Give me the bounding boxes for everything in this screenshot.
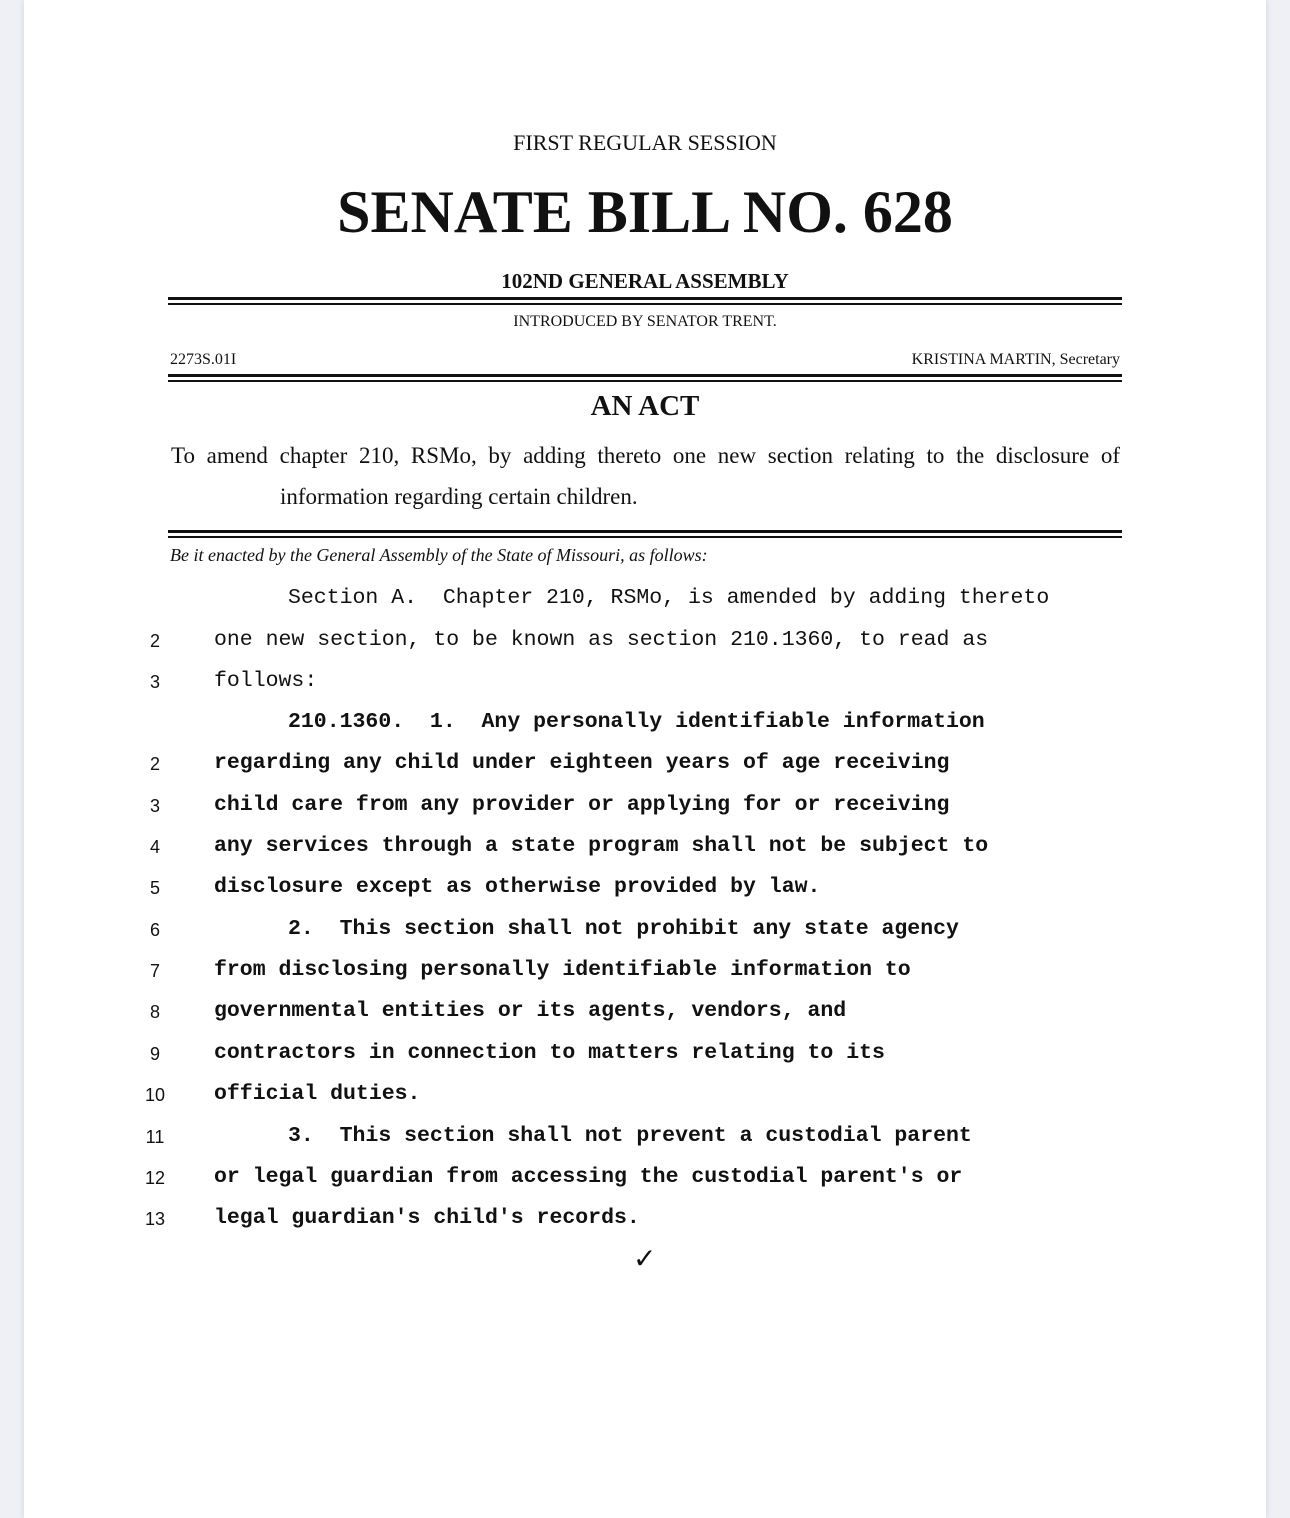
line-number: 12 — [144, 1168, 166, 1188]
bill-text-line: one new section, to be known as section 210.1360, to read as — [214, 628, 989, 652]
checkmark-icon: ✓ — [633, 1242, 657, 1275]
line-number: 10 — [144, 1085, 166, 1105]
divider-rule — [168, 530, 1122, 533]
bill-text-line: Section A. Chapter 210, RSMo, is amended by adding thereto — [288, 586, 1050, 610]
line-number: 6 — [149, 920, 160, 940]
bill-text-line: any services through a state program shall not be subject to — [214, 834, 989, 858]
bill-code: 2273S.01I — [170, 351, 237, 368]
bill-title: SENATE BILL NO. 628 — [337, 179, 953, 245]
act-description-line: To amend chapter 210, RSMo, by adding thereto one new section relating to the disclosure of — [171, 443, 1120, 468]
bill-text-line: governmental entities or its agents, vendors, and — [214, 999, 847, 1023]
line-number: 2 — [149, 631, 160, 651]
line-number: 8 — [149, 1002, 160, 1022]
line-number: 4 — [149, 837, 160, 857]
line-number: 3 — [149, 672, 160, 692]
bill-text-line: official duties. — [214, 1082, 421, 1106]
bill-text-line: follows: — [214, 669, 318, 693]
divider-rule — [168, 380, 1122, 382]
line-number: 5 — [149, 878, 160, 898]
bill-text-line: contractors in connection to matters relating to its — [214, 1041, 885, 1065]
bill-text-line: 2. This section shall not prohibit any state agency — [288, 917, 959, 941]
bill-text-line: 210.1360. 1. Any personally identifiable information — [288, 710, 985, 734]
bill-text-line: 3. This section shall not prevent a custodial parent — [288, 1124, 972, 1148]
secretary-name: KRISTINA MARTIN, Secretary — [911, 351, 1120, 368]
line-number: 13 — [144, 1209, 166, 1229]
bill-text-line: child care from any provider or applying for or receiving — [214, 793, 950, 817]
bill-text-line: from disclosing personally identifiable information to — [214, 958, 911, 982]
line-number: 11 — [145, 1127, 165, 1147]
line-number: 2 — [149, 754, 160, 774]
divider-rule — [168, 536, 1122, 538]
session-heading: FIRST REGULAR SESSION — [513, 130, 777, 155]
bill-text-line: legal guardian's child's records. — [214, 1206, 640, 1230]
divider-rule — [168, 374, 1122, 377]
divider-rule — [168, 297, 1122, 300]
divider-rule — [168, 303, 1122, 305]
bill-text-line: regarding any child under eighteen years of age receiving — [214, 751, 950, 775]
line-number: 3 — [149, 796, 160, 816]
line-number: 7 — [149, 961, 160, 981]
act-description-line: information regarding certain children. — [280, 484, 638, 509]
line-number: 9 — [149, 1044, 160, 1064]
assembly-heading: 102ND GENERAL ASSEMBLY — [501, 269, 789, 293]
enacting-clause: Be it enacted by the General Assembly of the State of Missouri, as follows: — [170, 545, 708, 565]
introduced-by: INTRODUCED BY SENATOR TRENT. — [513, 313, 777, 330]
bill-text-line: disclosure except as otherwise provided by law. — [214, 875, 821, 899]
act-title: AN ACT — [590, 390, 700, 422]
bill-text-line: or legal guardian from accessing the custodial parent's or — [214, 1165, 963, 1189]
